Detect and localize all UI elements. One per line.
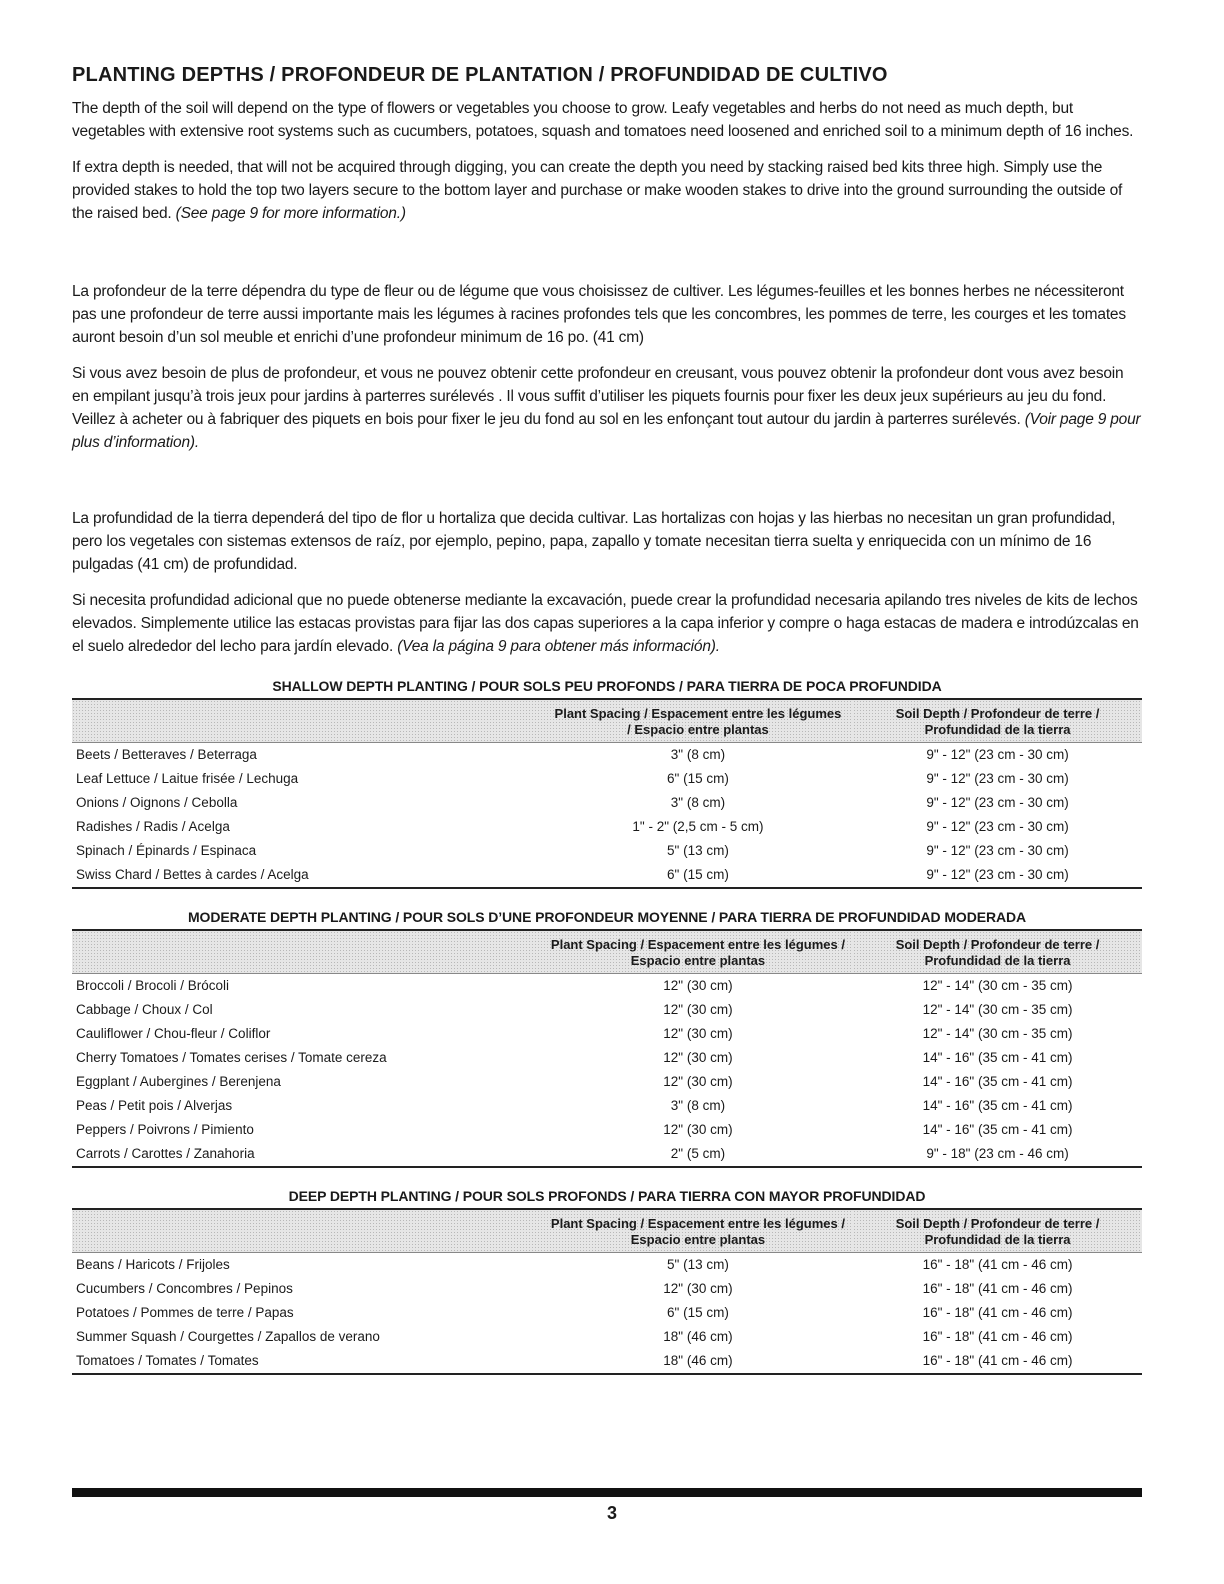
cell-plant-spacing: 18" (46 cm) [663,1329,733,1344]
header-soil-depth [853,699,1142,743]
planting-tables [72,678,1142,1375]
header-plant [72,699,543,743]
spacer [72,238,1142,280]
cell-plant-spacing: 12" (30 cm) [663,1026,733,1041]
footer-rule [72,1488,1142,1497]
cell-plant-name: Tomatoes / Tomates / Tomates [72,1349,543,1374]
header-soil-depth-line: Profundidad de la tierra [924,953,1071,968]
french-paragraph-1: La profondeur de la terre dépendra du type de fleur ou de légume que vous choisissez de cultiver. Les légumes-feuilles et les bonnes herbes ne nécessiteront pas une profondeur de terre aussi importante mais les légumes à racines profondes tels que les concombres, les pommes de terre, les courges et les tomates auront besoin d’un sol meuble et enrichi d’une profondeur minimum de 16 po. (41 cm) [72,283,1126,346]
cell-soil-depth: 9" - 12" (23 cm - 30 cm) [853,863,1142,888]
table-row [72,1142,1142,1167]
table-row [72,839,1142,863]
cell-plant-spacing: 12" (30 cm) [663,1074,733,1089]
document-page [72,64,1142,1375]
cell-soil-depth: 9" - 12" (23 cm - 30 cm) [926,771,1069,786]
spacer [72,467,1142,507]
cell-plant-spacing: 5" (13 cm) [667,1257,729,1272]
cell-plant-spacing: 12" (30 cm) [663,1050,733,1065]
cell-plant-name: Summer Squash / Courgettes / Zapallos de verano [76,1329,380,1344]
cell-plant-name: Beets / Betteraves / Beterraga [76,747,257,762]
spanish-paragraph-2 [72,589,1142,658]
cell-soil-depth: 12" - 14" (30 cm - 35 cm) [922,1026,1073,1041]
planting-table [72,698,1142,889]
cell-plant-name: Cucumbers / Concombres / Pepinos [76,1281,293,1296]
cell-soil-depth: 16" - 18" (41 cm - 46 cm) [922,1281,1073,1296]
english-page-reference: (See page 9 for more information.) [175,205,406,222]
french-paragraph-2-text: Si vous avez besoin de plus de profondeur, et vous ne pouvez obtenir cette profondeur en creusant, vous pouvez obtenir la profondeur dont vous avez besoin en empilant jusqu’à trois jeux pour jardins à parterres surélevés . Il vous suffit d’utiliser les piquets fournis pour fixer les deux jeux supérieurs au jeu du fond. Veillez à acheter ou à fabriquer des piquets en bois pour fixer le jeu du fond au sol en les enfonçant tout autour du jardin à parterres surélevés. [72,365,1124,428]
table-title: SHALLOW DEPTH PLANTING / POUR SOLS PEU PROFONDS / PARA TIERRA DE POCA PROFUNDIDA [272,678,942,694]
table-row [72,998,1142,1022]
cell-soil-depth: 9" - 12" (23 cm - 30 cm) [926,747,1069,762]
cell-plant-name: Leaf Lettuce / Laitue frisée / Lechuga [76,771,299,786]
header-soil-depth-line: Profundidad de la tierra [924,1232,1071,1247]
header-soil-depth-line: Soil Depth / Profondeur de terre / [895,706,1100,721]
header-plant-spacing-line: Plant Spacing / Espacement entre les légumes [554,706,842,721]
french-page-reference: (Voir page 9 pour plus d’information). [72,411,1141,451]
cell-plant-spacing: 3" (8 cm) [670,795,726,810]
cell-soil-depth: 9" - 12" (23 cm - 30 cm) [926,843,1069,858]
header-soil-depth-line: Soil Depth / Profondeur de terre / [895,1216,1100,1231]
table-row [72,1070,1142,1094]
cell-soil-depth: 9" - 12" (23 cm - 30 cm) [926,819,1069,834]
header-soil-depth [853,1209,1142,1253]
table-row [72,1277,1142,1301]
header-plant [72,930,543,974]
cell-plant-name: Cabbage / Choux / Col [76,1002,213,1017]
cell-soil-depth: 16" - 18" (41 cm - 46 cm) [922,1257,1073,1272]
english-paragraph-1: The depth of the soil will depend on the type of flowers or vegetables you choose to grow. Leafy vegetables and herbs do not need as much depth, but vegetables with extensive root systems such as cucumbers, potatoes, squash and tomatoes need loosened and enriched soil to a minimum depth of 16 inches. [72,100,1134,140]
spanish-paragraph-2-text: Si necesita profundidad adicional que no puede obtenerse mediante la excavación, puede crear la profundidad necesaria apilando tres niveles de kits de lechos elevados. Simplemente utilice las estacas provistas para fijar las dos capas superiores a la capa inferior y compre o haga estacas de madera e introdúzcalas en el suelo alrededor del lecho para jardín elevado. [72,592,1139,655]
french-paragraph-2 [72,362,1142,454]
cell-soil-depth: 9" - 12" (23 cm - 30 cm) [926,795,1069,810]
table-row [72,863,1142,888]
table-header-row [72,699,1142,743]
table-title: DEEP DEPTH PLANTING / POUR SOLS PROFONDS / PARA TIERRA CON MAYOR PROFUNDIDAD [288,1188,926,1204]
table-row [72,743,1142,768]
table-title: MODERATE DEPTH PLANTING / POUR SOLS D’UNE PROFONDEUR MOYENNE / PARA TIERRA DE PROFUNDIDAD MODERADA [187,909,1026,925]
cell-plant-name: Swiss Chard / Bettes à cardes / Acelga [72,863,543,888]
cell-plant-spacing: 18" (46 cm) [543,1349,853,1374]
header-plant-spacing [543,699,853,743]
cell-soil-depth: 16" - 18" (41 cm - 46 cm) [922,1305,1073,1320]
header-plant-spacing-line: Espacio entre plantas [630,1232,766,1247]
cell-soil-depth: 16" - 18" (41 cm - 46 cm) [922,1329,1073,1344]
cell-plant-spacing: 1" - 2" (2,5 cm - 5 cm) [632,819,764,834]
cell-plant-spacing: 3" (8 cm) [670,1098,726,1113]
table-row [72,1046,1142,1070]
cell-plant-name: Beans / Haricots / Frijoles [76,1257,230,1272]
spanish-page-reference: (Vea la página 9 para obtener más información). [397,638,720,655]
header-plant-spacing-line: / Espacio entre plantas [627,722,769,737]
table-row [72,767,1142,791]
cell-plant-name: Radishes / Radis / Acelga [76,819,230,834]
cell-plant-spacing: 2" (5 cm) [543,1142,853,1167]
cell-soil-depth: 9" - 18" (23 cm - 46 cm) [853,1142,1142,1167]
cell-plant-spacing: 6" (15 cm) [543,863,853,888]
cell-plant-name: Eggplant / Aubergines / Berenjena [76,1074,281,1089]
cell-soil-depth: 14" - 16" (35 cm - 41 cm) [922,1074,1073,1089]
cell-plant-name: Peas / Petit pois / Alverjas [76,1098,233,1113]
planting-table [72,929,1142,1168]
table-row [72,1253,1142,1278]
cell-soil-depth: 14" - 16" (35 cm - 41 cm) [922,1050,1073,1065]
table-row [72,1325,1142,1349]
table-row [72,1349,1142,1374]
spanish-paragraph-1: La profundidad de la tierra dependerá del tipo de flor u hortaliza que decida cultivar. Las hortalizas con hojas y las hierbas no necesitan un gran profundidad, pero los vegetales con sistemas extensos de raíz, por ejemplo, pepino, papa, zapallo y tomate necesitan tierra suelta y enriquecida con un mínimo de 16 pulgadas (41 cm) de profundidad. [72,510,1116,573]
cell-plant-spacing: 12" (30 cm) [663,1122,733,1137]
cell-plant-spacing: 12" (30 cm) [663,1002,733,1017]
cell-plant-name: Cherry Tomatoes / Tomates cerises / Tomate cereza [76,1050,387,1065]
cell-plant-name: Spinach / Épinards / Espinaca [76,843,257,858]
cell-plant-name: Carrots / Carottes / Zanahoria [72,1142,543,1167]
page-title: PLANTING DEPTHS / PROFONDEUR DE PLANTATION / PROFUNDIDAD DE CULTIVO [72,64,888,86]
table-header-row [72,930,1142,974]
cell-soil-depth: 14" - 16" (35 cm - 41 cm) [922,1098,1073,1113]
header-soil-depth [853,930,1142,974]
table-row [72,1022,1142,1046]
cell-plant-name: Cauliflower / Chou-fleur / Coliflor [76,1026,271,1041]
cell-plant-spacing: 6" (15 cm) [667,771,729,786]
english-paragraph-2-text: If extra depth is needed, that will not be acquired through digging, you can create the depth you need by stacking raised bed kits three high. Simply use the provided stakes to hold the top two layers secure to the bottom layer and purchase or make wooden stakes to drive into the ground surrounding the outside of the raised bed. [72,159,1123,222]
table-header-row [72,1209,1142,1253]
header-plant-spacing-line: Plant Spacing / Espacement entre les légumes / [550,937,845,952]
cell-plant-name: Potatoes / Pommes de terre / Papas [76,1305,294,1320]
cell-plant-spacing: 3" (8 cm) [670,747,726,762]
table-row [72,815,1142,839]
cell-plant-name: Peppers / Poivrons / Pimiento [76,1122,254,1137]
cell-soil-depth: 12" - 14" (30 cm - 35 cm) [922,1002,1073,1017]
table-row [72,1301,1142,1325]
cell-plant-name: Onions / Oignons / Cebolla [76,795,238,810]
cell-plant-spacing: 5" (13 cm) [667,843,729,858]
cell-plant-spacing: 12" (30 cm) [663,978,733,993]
header-soil-depth-line: Soil Depth / Profondeur de terre / [895,937,1100,952]
cell-soil-depth: 12" - 14" (30 cm - 35 cm) [922,978,1073,993]
cell-soil-depth: 14" - 16" (35 cm - 41 cm) [922,1122,1073,1137]
table-row [72,974,1142,999]
header-plant-spacing [543,930,853,974]
table-row [72,1094,1142,1118]
header-plant-spacing-line: Plant Spacing / Espacement entre les légumes / [550,1216,845,1231]
header-soil-depth-line: Profundidad de la tierra [924,722,1071,737]
header-plant-spacing [543,1209,853,1253]
table-row [72,1118,1142,1142]
page-number: 3 [606,1503,617,1523]
cell-plant-spacing: 6" (15 cm) [667,1305,729,1320]
table-row [72,791,1142,815]
planting-table [72,1208,1142,1375]
header-plant [72,1209,543,1253]
header-plant-spacing-line: Espacio entre plantas [630,953,766,968]
cell-plant-name: Broccoli / Brocoli / Brócoli [76,978,230,993]
cell-plant-spacing: 12" (30 cm) [663,1281,733,1296]
english-paragraph-2 [72,156,1142,225]
cell-soil-depth: 16" - 18" (41 cm - 46 cm) [853,1349,1142,1374]
